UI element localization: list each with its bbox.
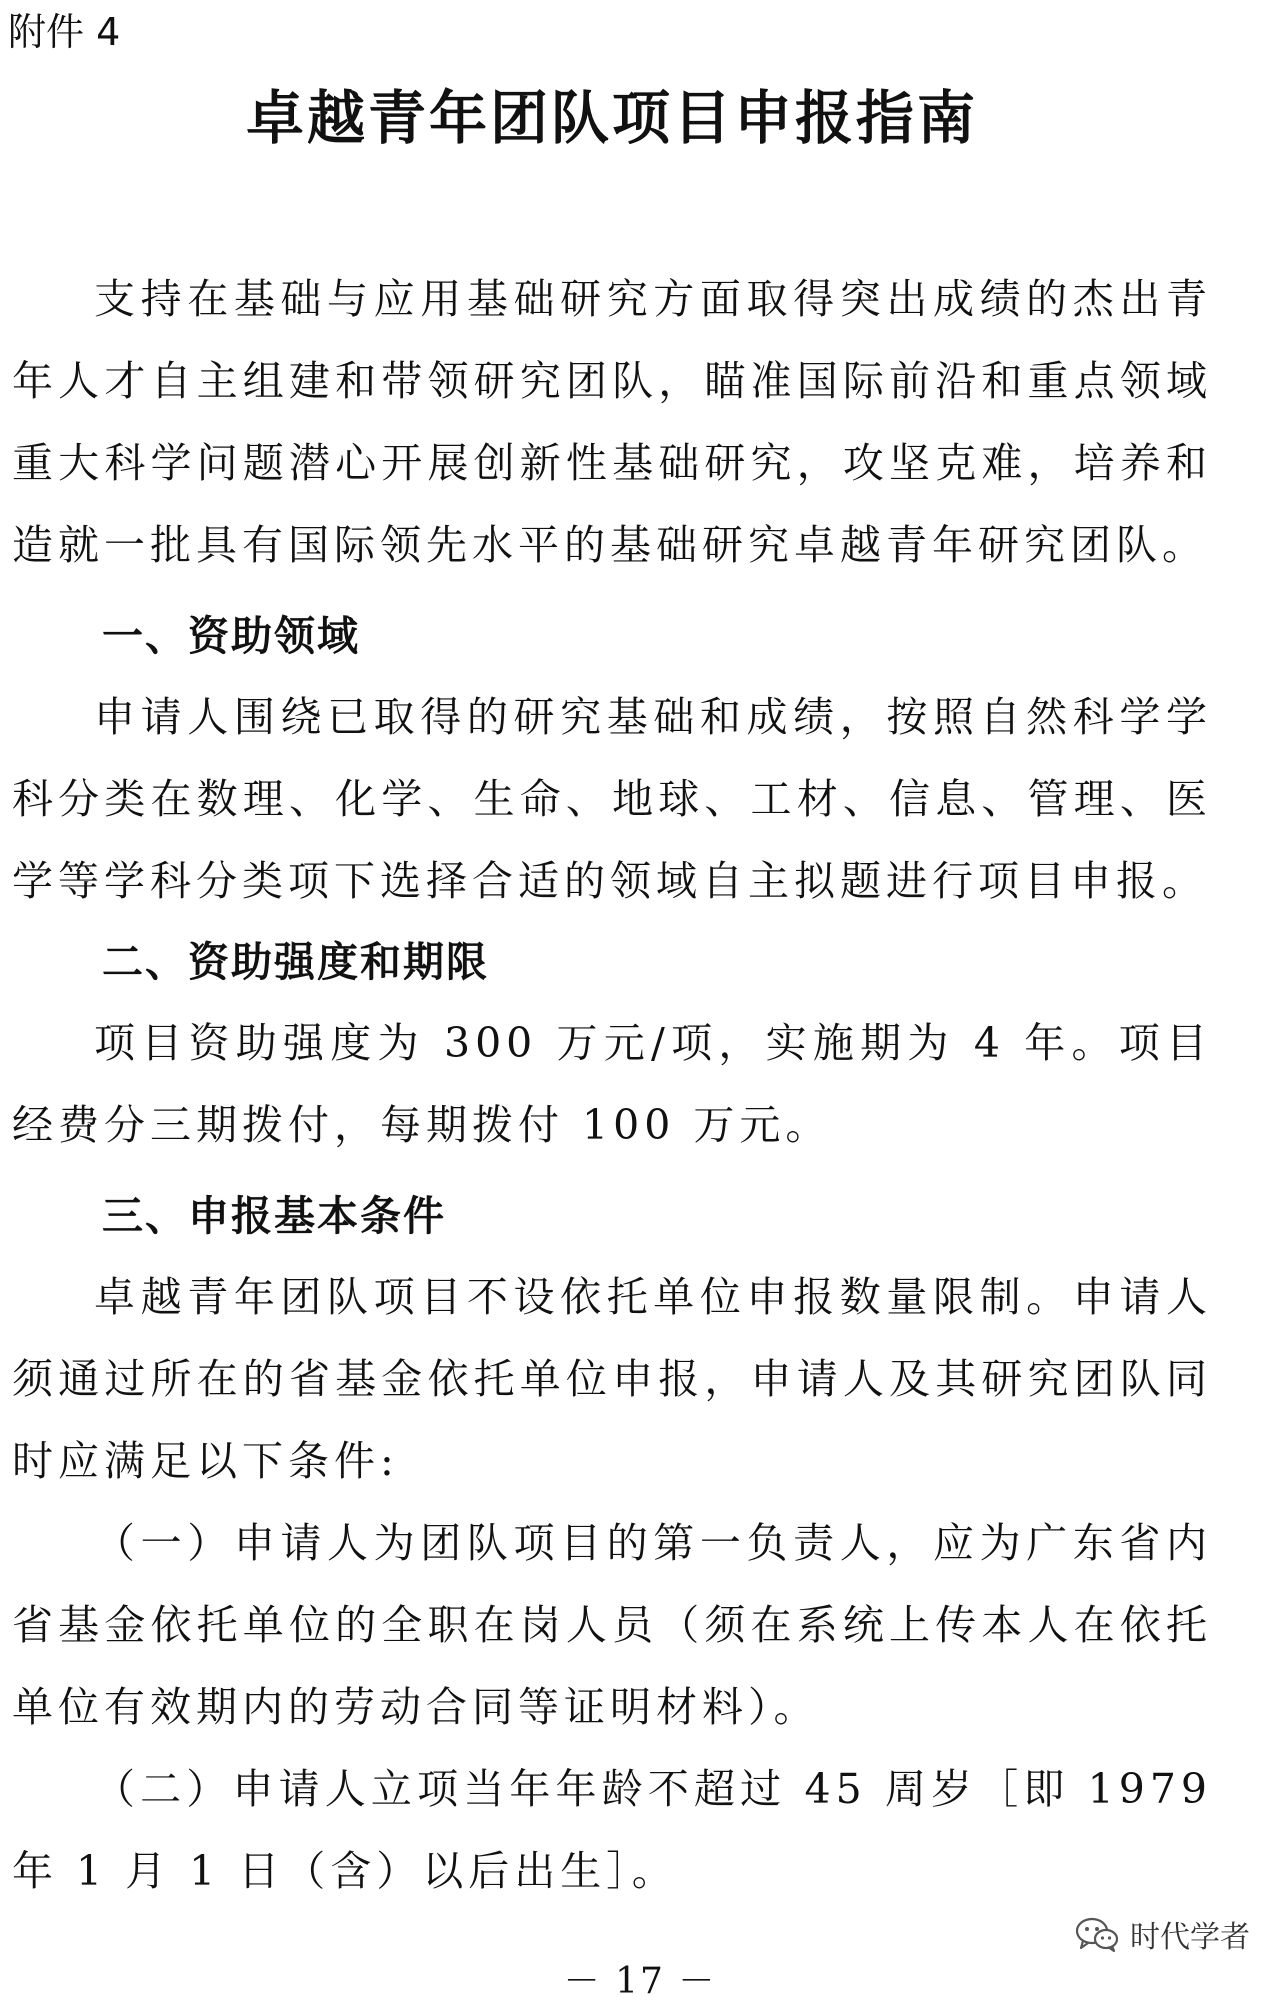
wechat-icon [1074,1915,1120,1953]
attachment-label: 附件 4 [8,10,121,54]
section-paragraph: 卓越青年团队项目不设依托单位申报数量限制。申请人须通过所在的省基金依托单位申报，申请人及其研究团队同时应满足以下条件: [12,1273,1212,1485]
condition-item-1: （一）申请人为团队项目的第一负责人，应为广东省内省基金依托单位的全职在岗人员（须在系统上传本人在依托单位有效期内的劳动合同等证明材料）。 [12,1519,1212,1731]
watermark [1074,1912,1250,1956]
section-heading-basic-conditions: 三、申报基本条件 [102,1192,446,1240]
section-heading-funding-amount: 二、资助强度和期限 [102,938,489,986]
watermark-text: 时代学者 [1130,1920,1250,1955]
document-body [12,258,1212,1912]
section-paragraph: 项目资助强度为 300 万元/项，实施期为 4 年。项目经费分三期拨付，每期拨付 100 万元。 [12,1019,1212,1149]
intro-paragraph: 支持在基础与应用基础研究方面取得突出成绩的杰出青年人才自主组建和带领研究团队，瞄准国际前沿和重点领域重大科学问题潜心开展创新性基础研究，攻坚克难，培养和造就一批具有国际领先水平的基础研究卓越青年研究团队。 [12,275,1212,569]
section-paragraph: 申请人围绕已取得的研究基础和成绩，按照自然科学学科分类在数理、化学、生命、地球、工材、信息、管理、医学等学科分类项下选择合适的领域自主拟题进行项目申报。 [12,693,1212,905]
document-title: 卓越青年团队项目申报指南 [245,84,978,152]
page-number: － 17 － [563,1961,717,2002]
section-heading-funding-area: 一、资助领域 [102,612,360,660]
condition-item-2: （二）申请人立项当年年龄不超过 45 周岁［即 1979 年 1 月 1 日（含）以后出生］。 [12,1765,1212,1895]
